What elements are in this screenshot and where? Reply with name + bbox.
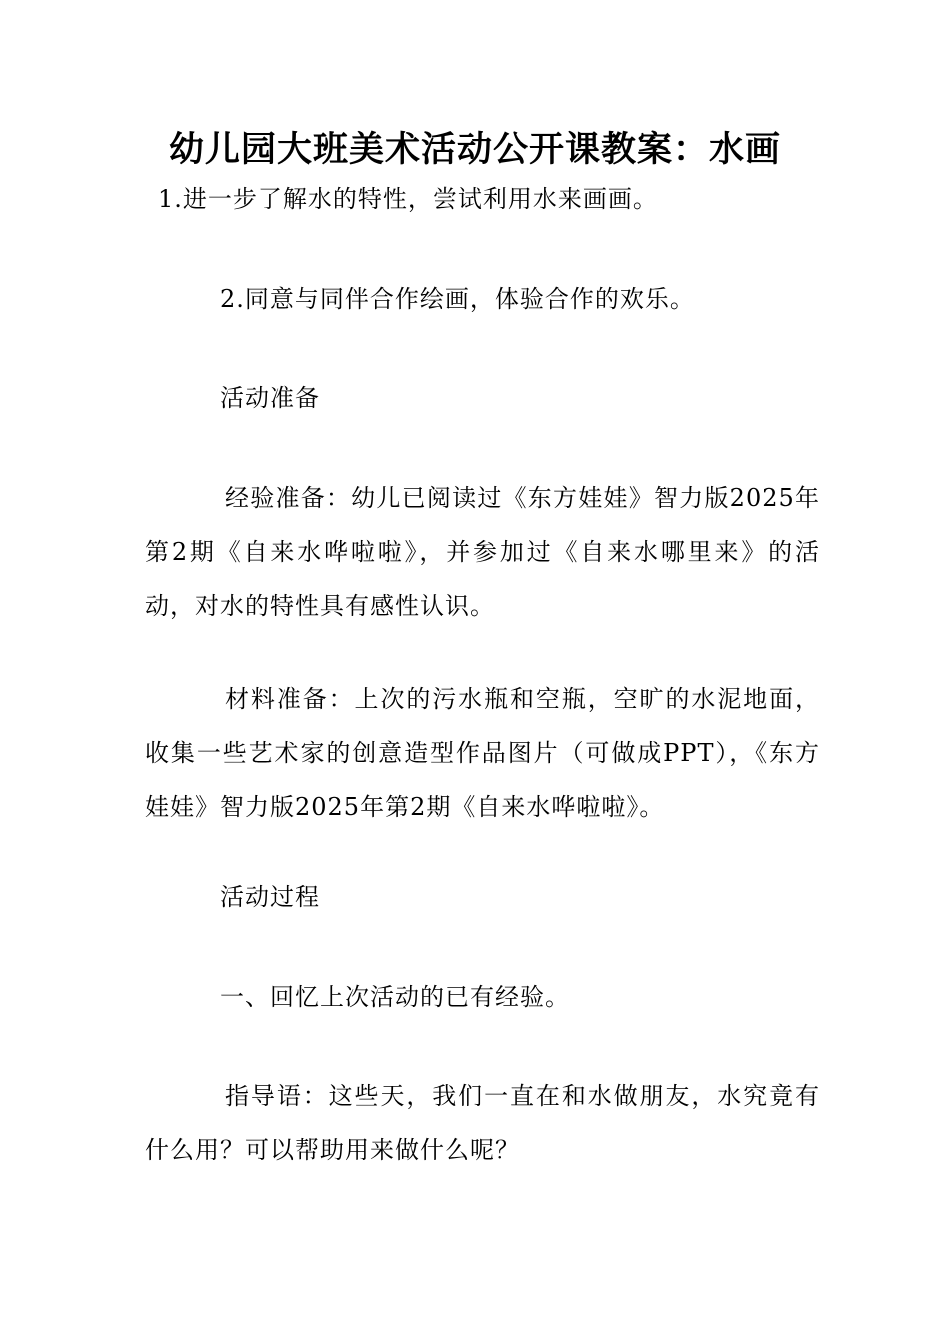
paragraph-guidance: 指导语：这些天，我们一直在和水做朋友，水究竟有什么用？可以帮助用来做什么呢？ <box>145 1082 820 1164</box>
paragraph-step-1: 一、回忆上次活动的已有经验。 <box>220 983 570 1011</box>
document-title: 幼儿园大班美术活动公开课教案：水画 <box>168 130 781 170</box>
paragraph-material-preparation: 材料准备：上次的污水瓶和空瓶，空旷的水泥地面，收集一些艺术家的创意造型作品图片（可做成PPT），《东方娃娃》智力版2025年第2期《自来水哗啦啦》。 <box>145 685 820 821</box>
section-heading-process: 活动过程 <box>220 883 320 911</box>
paragraph-goal-2: 2.同意与同伴合作绘画，体验合作的欢乐。 <box>220 285 695 313</box>
paragraph-experience-preparation: 经验准备：幼儿已阅读过《东方娃娃》智力版2025年第2期《自来水哗啦啦》，并参加过《自来水哪里来》的活动，对水的特性具有感性认识。 <box>145 484 820 620</box>
section-heading-preparation: 活动准备 <box>220 384 320 412</box>
paragraph-goal-1: 1.进一步了解水的特性，尝试利用水来画画。 <box>158 185 658 213</box>
